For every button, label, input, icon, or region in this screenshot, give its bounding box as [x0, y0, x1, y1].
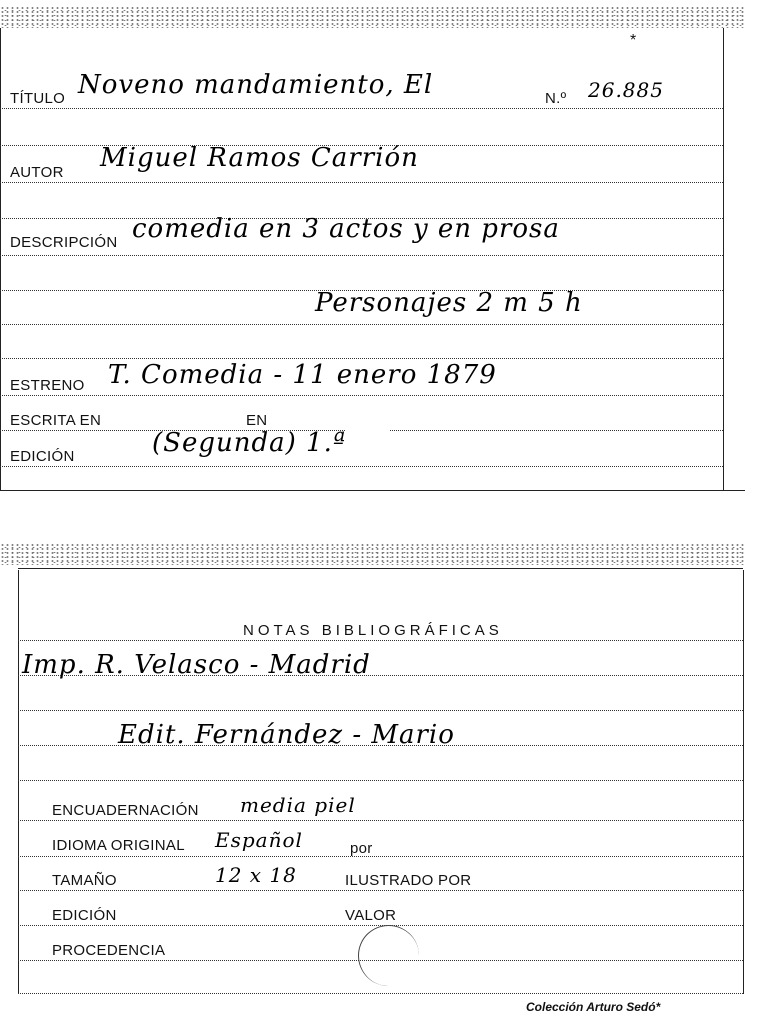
rule-line [0, 108, 723, 109]
ilustrado-label: ILUSTRADO POR [345, 872, 472, 889]
collection-credit: Colección Arturo Sedó* [526, 1000, 661, 1014]
encuadernacion-label: ENCUADERNACIÓN [52, 802, 199, 819]
estreno-label: ESTRENO [10, 377, 85, 394]
rule-line [18, 745, 743, 746]
idioma-label: IDIOMA ORIGINAL [52, 837, 185, 854]
card-right-border [723, 28, 724, 490]
rule-line [18, 993, 743, 994]
card-top-edge-texture [0, 543, 745, 565]
note-line-2: Edit. Fernández - Mario [118, 720, 455, 750]
edicion-value: (Segunda) 1.ª [152, 428, 347, 458]
titulo-value: Noveno mandamiento, El [78, 70, 434, 100]
rule-line [18, 710, 743, 711]
rule-line [18, 675, 743, 676]
en-label: EN [246, 412, 268, 429]
notas-heading: NOTAS BIBLIOGRÁFICAS [243, 622, 503, 639]
paper-blot [345, 400, 390, 455]
card-bottom-border [0, 490, 745, 491]
card-top-edge-texture [0, 6, 745, 28]
edicion-label-back: EDICIÓN [52, 907, 117, 924]
card-top-border [18, 568, 743, 569]
rule-line [0, 324, 723, 325]
personajes-value: Personajes 2 m 5 h [315, 288, 583, 318]
edicion-label: EDICIÓN [10, 448, 75, 465]
escrita-en-label: ESCRITA EN [10, 412, 102, 429]
autor-value: Miguel Ramos Carrión [100, 143, 419, 173]
rule-line [18, 820, 743, 821]
numero-label: N.º [545, 90, 567, 107]
rule-line [18, 780, 743, 781]
valor-label: VALOR [345, 907, 397, 924]
rule-line [18, 640, 743, 641]
descripcion-label: DESCRIPCIÓN [10, 234, 118, 251]
numero-value: 26.885 [588, 78, 664, 102]
rule-line [0, 255, 723, 256]
paper-blot [358, 925, 419, 986]
encuadernacion-value: media piel [240, 793, 356, 817]
card-left-border [18, 570, 19, 994]
note-line-1: Imp. R. Velasco - Madrid [22, 650, 371, 680]
estreno-value: T. Comedia - 11 enero 1879 [108, 360, 497, 390]
rule-line [18, 960, 743, 961]
card-right-border [743, 570, 744, 994]
autor-label: AUTOR [10, 164, 64, 181]
rule-line [18, 890, 743, 891]
rule-line [0, 358, 723, 359]
asterisk-mark: * [630, 32, 637, 49]
procedencia-label: PROCEDENCIA [52, 942, 166, 959]
rule-line [0, 182, 723, 183]
rule-line [0, 395, 723, 396]
titulo-label: TÍTULO [10, 90, 66, 107]
tamano-value: 12 x 18 [215, 863, 297, 887]
rule-line [18, 856, 743, 857]
descripcion-value: comedia en 3 actos y en prosa [132, 214, 560, 244]
tamano-label: TAMAÑO [52, 872, 117, 889]
rule-line [0, 466, 723, 467]
por-label: por [350, 840, 373, 857]
catalog-card-front [0, 0, 759, 500]
idioma-value: Español [215, 828, 303, 852]
card-left-border [0, 28, 1, 490]
